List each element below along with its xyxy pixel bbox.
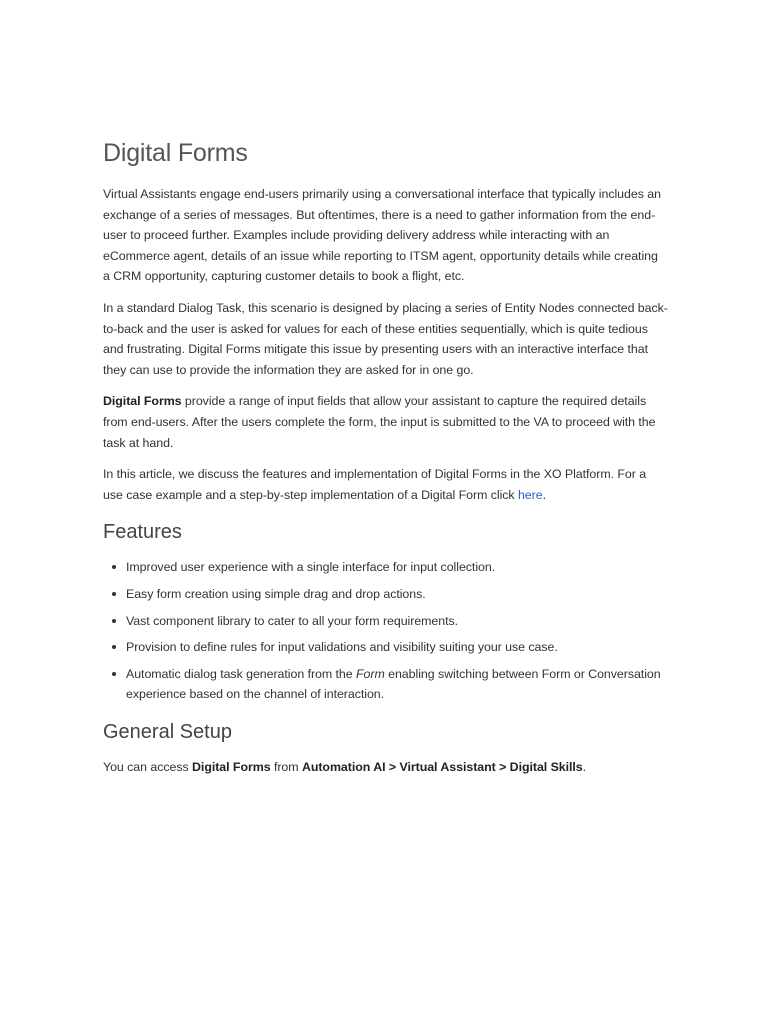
intro-paragraph-4: [103, 464, 668, 505]
article-body: [103, 136, 668, 788]
digital-forms-bold: Digital Forms: [103, 394, 182, 409]
intro-paragraph-3: [103, 391, 668, 453]
features-list: [103, 557, 668, 705]
here-link[interactable]: here: [517, 487, 543, 502]
list-item: Easy form creation using simple drag and drop actions.: [126, 584, 668, 605]
intro-paragraph-2: In a standard Dialog Task, this scenario is designed by placing a series of Entity Nodes connected back-to-back and the user is asked for values for each of these entities sequentially, which is quite tedious and frustrating. Digital Forms mitigate this issue by presenting users with an interactive interface that they can use to provide the information they are asked for in one go.: [103, 300, 668, 377]
navigation-path-bold: Automation AI > Virtual Assistant > Digital Skills: [301, 759, 583, 774]
list-item: Vast component library to cater to all your form requirements.: [126, 611, 668, 632]
general-setup-paragraph: [103, 757, 668, 778]
list-item-text: Automatic dialog task generation from the: [126, 666, 357, 681]
list-item: Improved user experience with a single interface for input collection.: [126, 557, 668, 578]
general-setup-text-start: You can access: [103, 759, 193, 774]
list-item-text-end: enabling switching between Form or Conversation experience based on the channel of interaction.: [126, 666, 661, 702]
page-title: Digital Forms: [103, 139, 248, 167]
general-setup-text-end: .: [582, 759, 587, 774]
intro-paragraph-3-text: provide a range of input fields that allow your assistant to capture the required details from end-users. After the users complete the form, the input is submitted to the VA to proceed with the task at hand.: [103, 394, 656, 450]
intro-paragraph-4-text: In this article, we discuss the features and implementation of Digital Forms in the XO Platform. For a use case example and a step-by-step implementation of a Digital Form click: [103, 467, 647, 502]
list-item: Provision to define rules for input validations and visibility suiting your use case.: [126, 637, 668, 658]
intro-paragraph-1: Virtual Assistants engage end-users primarily using a conversational interface that typically includes an exchange of a series of messages. But oftentimes, there is a need to gather information from the end-user to proceed further. Examples include providing delivery address while interacting with an eCommerce agent, details of an issue while reporting to ITSM agent, opportunity details while creating a CRM opportunity, capturing customer details to book a flight, etc.: [103, 187, 661, 284]
features-heading: Features: [103, 521, 182, 544]
general-setup-heading: General Setup: [103, 720, 232, 743]
general-setup-text-middle: from: [270, 759, 302, 774]
intro-paragraph-4-end: .: [542, 487, 546, 502]
list-item: [126, 664, 668, 705]
digital-forms-bold: Digital Forms: [192, 759, 271, 774]
form-italic: Form: [356, 666, 385, 681]
